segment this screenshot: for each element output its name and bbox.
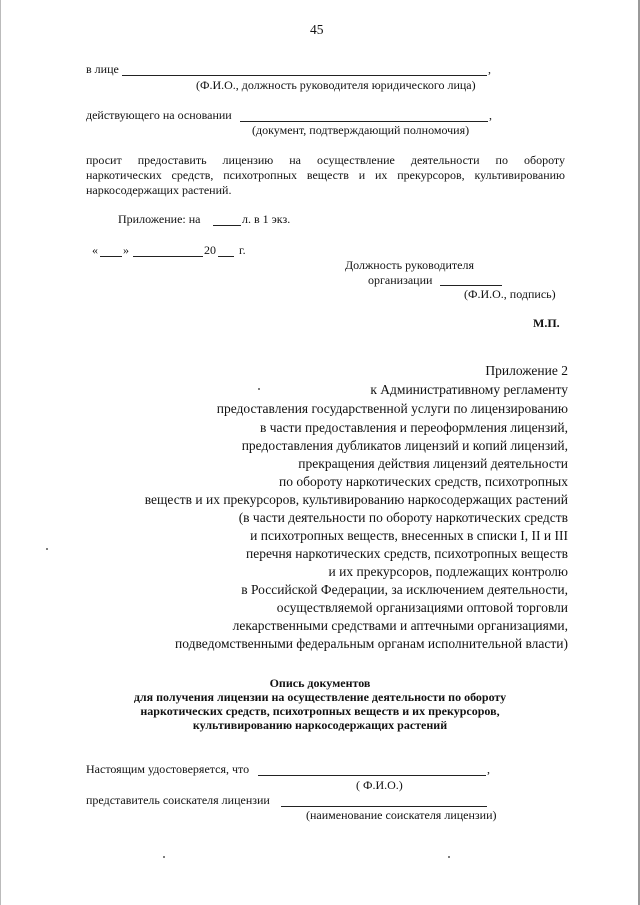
scan-left-edge xyxy=(0,0,1,905)
scan-speck xyxy=(258,388,260,390)
appendix-line-6: прекращения действия лицензий деятельности xyxy=(298,456,568,471)
appendix-line-5: предоставления дубликатов лицензий и копий лицензий, xyxy=(241,438,568,453)
scan-speck xyxy=(46,548,48,550)
request-line-3: наркосодержащих растений. xyxy=(86,183,232,197)
certify-caption-fio: ( Ф.И.О.) xyxy=(356,778,403,792)
inventory-title-4: культивированию наркосодержащих растений xyxy=(192,718,448,732)
appendix-line-3: предоставления государственной услуги по лицензированию xyxy=(216,401,568,416)
field-line-signature[interactable] xyxy=(440,285,502,286)
appendix-line-2: к Административному регламенту xyxy=(370,382,568,397)
caption-dokument: (документ, подтверждающий полномочия) xyxy=(252,123,470,137)
appendix-line-8: веществ и их прекурсоров, культивированию наркосодержащих растений xyxy=(144,492,568,507)
field-line-dokument[interactable] xyxy=(240,121,488,122)
seal-mp: М.П. xyxy=(533,316,560,330)
date-year-suffix: г. xyxy=(239,243,246,257)
attachment-suffix: л. в 1 экз. xyxy=(242,212,291,226)
request-line-2: наркотических средств, психотропных веществ и их прекурсоров, культивированию xyxy=(86,168,565,182)
appendix-line-15: лекарственными средствами и аптечными организациями, xyxy=(232,618,568,633)
certify-text: Настоящим удостоверяется, что xyxy=(86,762,250,776)
inventory-title-3: наркотических средств, психотропных веществ и их прекурсоров, xyxy=(140,704,500,718)
certify-comma: , xyxy=(487,762,490,776)
label-deystvuyushchego: действующего на основании xyxy=(86,108,232,122)
appendix-line-14: осуществляемой организациями оптовой торговли xyxy=(276,600,568,615)
appendix-line-13: в Российской Федерации, за исключением деятельности, xyxy=(241,582,568,597)
signature-position-1: Должность руководителя xyxy=(345,258,474,272)
field-line-year[interactable] xyxy=(218,256,234,257)
appendix-line-16: подведомственными федеральным органам исполнительной власти) xyxy=(175,636,568,651)
request-line-1: просит предоставить лицензию на осуществление деятельности по обороту xyxy=(86,153,565,167)
field-line-certify-fio[interactable] xyxy=(258,775,486,776)
appendix-line-1: Приложение 2 xyxy=(485,363,568,378)
representative-label: представитель соискателя лицензии xyxy=(86,793,270,807)
date-open-quote: « xyxy=(92,243,98,257)
comma-1: , xyxy=(488,62,491,76)
appendix-line-11: перечня наркотических средств, психотропных веществ xyxy=(246,546,568,561)
field-line-rukovoditel[interactable] xyxy=(122,75,487,76)
inventory-title-2: для получения лицензии на осуществление деятельности по обороту xyxy=(133,690,507,704)
appendix-line-7: по обороту наркотических средств, психотропных xyxy=(279,474,568,489)
field-line-pages[interactable] xyxy=(213,225,241,226)
date-close-quote: » xyxy=(123,243,129,257)
date-year-prefix: 20 xyxy=(204,243,216,257)
field-line-representative[interactable] xyxy=(281,806,487,807)
inventory-title-1: Опись документов xyxy=(269,676,371,690)
field-line-month[interactable] xyxy=(133,256,203,257)
scan-speck xyxy=(448,856,450,858)
page-number: 45 xyxy=(310,22,324,37)
signature-caption: (Ф.И.О., подпись) xyxy=(464,287,556,301)
appendix-line-10: и психотропных веществ, внесенных в списки I, II и III xyxy=(250,528,568,543)
appendix-line-12: и их прекурсоров, подлежащих контролю xyxy=(328,564,568,579)
signature-position-2: организации xyxy=(368,273,433,287)
scan-speck xyxy=(163,856,165,858)
appendix-line-9: (в части деятельности по обороту наркотических средств xyxy=(238,510,568,525)
appendix-line-4: в части предоставления и переоформления лицензий, xyxy=(260,420,568,435)
field-line-day[interactable] xyxy=(100,256,122,257)
comma-2: , xyxy=(489,108,492,122)
attachment-prefix: Приложение: на xyxy=(118,212,201,226)
representative-caption: (наименование соискателя лицензии) xyxy=(306,808,497,822)
label-v-litse: в лице xyxy=(86,62,119,76)
caption-fio-rukovoditel: (Ф.И.О., должность руководителя юридического лица) xyxy=(196,78,476,92)
